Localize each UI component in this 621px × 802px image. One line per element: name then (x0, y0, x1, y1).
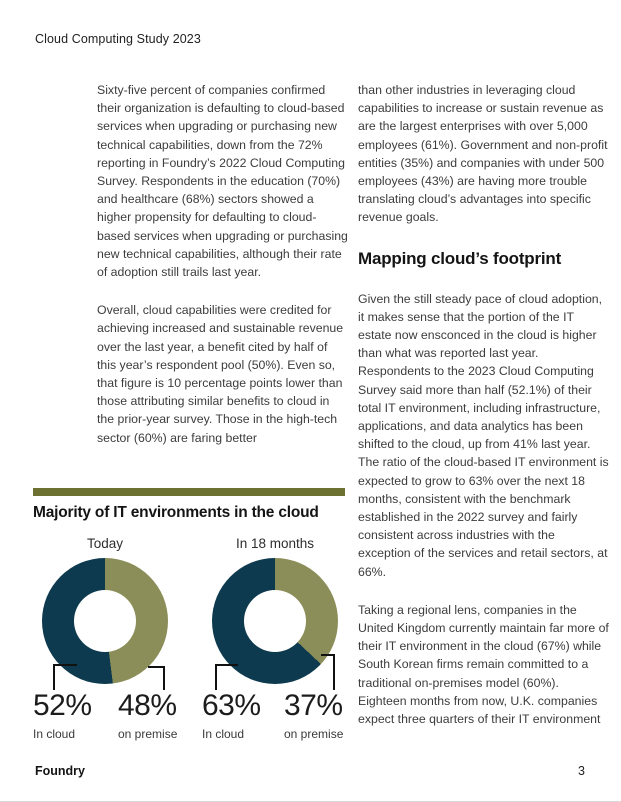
stat-value: 37% (284, 689, 343, 722)
leader-line-18mo-in-cloud (215, 664, 238, 690)
stat-today-on-premise (118, 691, 177, 741)
stat-value: 63% (202, 689, 261, 722)
stat-18mo-in-cloud (202, 691, 261, 741)
footer-page-number: 3 (578, 764, 585, 778)
body-paragraph: Sixty-five percent of companies confirmed their organization is defaulting to cloud-based services when upgrading or purchasing new technical capabilities, down from the 72% reporting in Foundry’s 2022 Cloud Computing Survey. Respondents in the education (70%) and healthcare (68%) sectors showed a higher propensity for defaulting to cloud-based services when upgrading or purchasing new technical capabilities, although their rate of adoption still trails last year. (97, 83, 348, 280)
chart-accent-bar (33, 488, 345, 496)
stat-value: 48% (118, 689, 177, 722)
stat-caption: on premise (284, 727, 344, 741)
body-paragraph: Taking a regional lens, companies in the United Kingdom currently maintain far more of their IT environment in the cloud (67%) while South Korean firms remain committed to a traditional on-premises model (60%). Eighteen months from now, U.K. companies expect three quarters of their IT environment (358, 602, 609, 727)
section-heading: Mapping cloud’s footprint (358, 248, 562, 268)
leader-line-today-in-cloud (53, 664, 77, 690)
stat-18mo-on-premise (284, 691, 343, 741)
stat-caption: In cloud (33, 727, 76, 741)
right-column (358, 81, 609, 748)
donut-label-today: Today (86, 536, 124, 551)
body-paragraph: Overall, cloud capabilities were credited for achieving increased and sustainable revenue over the last year, a benefit cited by half of this year’s respondent pool (50%). Even so, that figure is 10 percentage points lower than those attributing similar benefits to cloud in the prior-year survey. Those in the high-tech sector (60%) are faring better (97, 303, 344, 445)
stat-today-in-cloud (33, 691, 92, 741)
donut-label-18-months: In 18 months (235, 536, 315, 551)
body-paragraph: Given the still steady pace of cloud adoption, it makes sense that the portion of the IT estate now ensconced in the cloud is higher than what was reported last year. Respondents to the 2023 Cloud Computing Survey said more than half (52.1%) of their total IT environment, including infrastructure, applications, and data analytics has been shifted to the cloud, up from 41% last year. The ratio of the cloud-based IT environment is expected to grow to 63% over the next 18 months, consistent with the benchmark established in the 2022 survey and fairly consistent across industries with the exception of the services and retail sectors, at 66%. (358, 291, 609, 579)
document-header-title: Cloud Computing Study 2023 (35, 32, 201, 46)
leader-line-18mo-on-premise (321, 654, 335, 690)
left-column (97, 81, 348, 467)
chart-title: Majority of IT environments in the cloud (33, 504, 319, 521)
footer-brand: Foundry (35, 764, 85, 778)
stat-value: 52% (33, 689, 92, 722)
body-paragraph: than other industries in leveraging cloud capabilities to increase or sustain revenue as are the largest enterprises with over 5,000 employees (61%). Government and non-profit entities (35%) and companies with under 500 employees (43%) are having more trouble translating cloud’s advantages into specific revenue goals. (358, 83, 608, 225)
chart-figure (33, 488, 345, 760)
leader-line-today-on-premise (148, 666, 165, 690)
stat-caption: on premise (118, 727, 178, 741)
stat-caption: In cloud (202, 727, 245, 741)
